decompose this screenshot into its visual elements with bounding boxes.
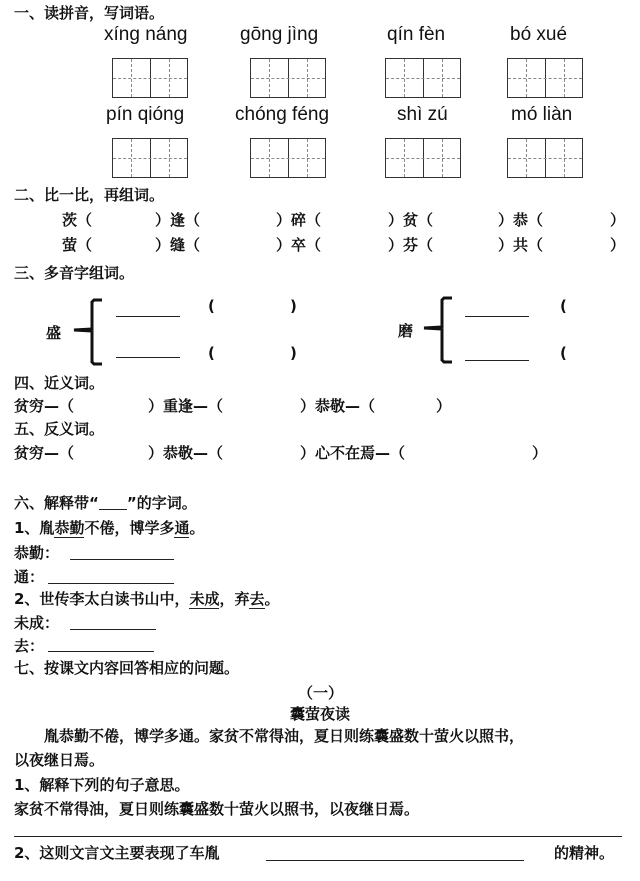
compare-item: ）卒（: [276, 236, 322, 254]
passage-line: 胤恭勤不倦，博学多通。家贫不常得油，夏日则练囊盛数十萤火以照书，: [44, 727, 525, 745]
section5-heading: 五、反义词。: [14, 420, 105, 438]
answer-line[interactable]: [116, 316, 180, 317]
antonym-item: 贫穷—（: [14, 444, 75, 462]
section2-heading: 二、比一比，再组词。: [14, 186, 165, 204]
pinyin-xingnang: xíng náng: [104, 24, 188, 45]
underlined-word: 去: [249, 590, 265, 608]
answer-label: 未成：: [14, 614, 60, 632]
compare-item: ）恭（: [498, 211, 544, 229]
paren-close: ): [290, 297, 297, 315]
underlined-word: 未成: [189, 590, 220, 608]
bracket-icon: [420, 296, 460, 364]
text: 。: [189, 519, 205, 537]
writing-grid[interactable]: [250, 138, 326, 178]
writing-grid[interactable]: [507, 138, 583, 178]
writing-grid[interactable]: [112, 138, 188, 178]
answer-label: 通：: [14, 568, 45, 586]
paren-close: ): [290, 344, 297, 362]
text: ，弃: [219, 590, 250, 608]
writing-grid[interactable]: [112, 58, 188, 98]
answer-line[interactable]: [70, 559, 174, 560]
pinyin-molian: mó liàn: [511, 104, 573, 125]
heading-text: 六、解释带“: [14, 494, 99, 512]
s7-question-2-suffix: 的精神。: [554, 844, 615, 862]
underline-sample: [99, 495, 127, 510]
compare-item: ）: [610, 236, 626, 254]
answer-line[interactable]: [48, 651, 154, 652]
synonym-item: 贫穷—（: [14, 397, 75, 415]
compare-item: ）缝（: [155, 236, 201, 254]
compare-item: 茨（: [62, 211, 93, 229]
compare-item: ）碎（: [276, 211, 322, 229]
section3-heading: 三、多音字组词。: [14, 264, 135, 282]
paren-open: (: [560, 344, 567, 362]
pinyin-shizu: shì zú: [397, 104, 448, 125]
pinyin-pinqiong: pín qióng: [106, 104, 185, 125]
answer-line[interactable]: [70, 629, 156, 630]
sub-section-label: （一）: [298, 684, 344, 702]
pinyin-qinfen: qín fèn: [387, 24, 446, 45]
pinyin-gongjing: gōng jìng: [240, 24, 319, 45]
text: 不倦，博学多: [84, 519, 175, 537]
s7-question-1: 1、解释下列的句子意思。: [14, 776, 190, 794]
writing-grid[interactable]: [385, 138, 461, 178]
s7-question-2: 2、这则文言文主要表现了车胤: [14, 844, 220, 862]
compare-item: ）贫（: [388, 211, 434, 229]
paren-open: (: [208, 344, 215, 362]
s6-question-2: [14, 588, 280, 609]
text: 1、胤: [14, 519, 55, 537]
compare-item: ）芬（: [388, 236, 434, 254]
synonym-item: ）: [436, 397, 452, 415]
text: 。: [264, 590, 280, 608]
bracket-icon: [70, 298, 110, 366]
writing-grid[interactable]: [250, 58, 326, 98]
synonym-item: ）恭敬—（: [300, 397, 376, 415]
pinyin-boxue: bó xué: [510, 24, 568, 45]
passage-title: 囊萤夜读: [290, 705, 351, 723]
compare-item: ）: [610, 211, 626, 229]
section6-heading: [14, 492, 197, 513]
section4-heading: 四、近义词。: [14, 374, 105, 392]
paren-open: (: [208, 297, 215, 315]
text: 2、世传李太白读书山中，: [14, 590, 190, 608]
answer-line[interactable]: [465, 360, 529, 361]
pinyin-chongfeng: chóng féng: [235, 104, 330, 125]
writing-grid[interactable]: [385, 58, 461, 98]
underlined-word: 通: [174, 519, 190, 537]
paren-open: (: [560, 297, 567, 315]
answer-line[interactable]: [465, 316, 529, 317]
synonym-item: ）重逢—（: [148, 397, 224, 415]
passage-line: 以夜继日焉。: [14, 751, 105, 769]
writing-grid[interactable]: [507, 58, 583, 98]
answer-line[interactable]: [266, 860, 524, 861]
compare-item: 萤（: [62, 236, 93, 254]
compare-item: ）逢（: [155, 211, 201, 229]
antonym-item: ）心不在焉—（: [300, 444, 406, 462]
s6-question-1: [14, 517, 205, 538]
polyphone-sheng: 盛: [46, 324, 62, 342]
polyphone-mo: 磨: [398, 322, 414, 340]
underlined-word: 恭勤: [54, 519, 85, 537]
section1-heading: 一、读拼音，写词语。: [14, 4, 165, 22]
answer-line[interactable]: [116, 357, 180, 358]
section7-heading: 七、按课文内容回答相应的问题。: [14, 659, 240, 677]
answer-line[interactable]: [14, 836, 622, 837]
answer-label: 恭勤：: [14, 544, 60, 562]
antonym-item: ）恭敬—（: [148, 444, 224, 462]
answer-label: 去：: [14, 637, 45, 655]
antonym-item: ）: [532, 444, 548, 462]
compare-item: ）共（: [498, 236, 544, 254]
heading-text: ”的字词。: [126, 494, 197, 512]
s7-question-1-sentence: 家贫不常得油，夏日则练囊盛数十萤火以照书，以夜继日焉。: [14, 800, 420, 818]
answer-line[interactable]: [48, 583, 174, 584]
